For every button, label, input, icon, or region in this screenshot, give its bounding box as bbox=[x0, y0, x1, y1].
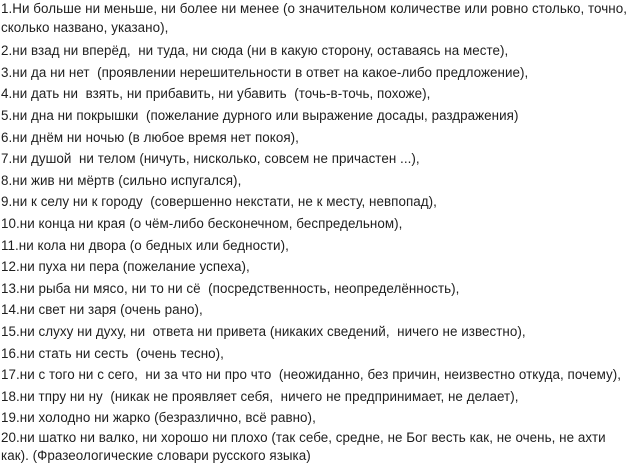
list-item: 4.ни дать ни взять, ни прибавить, ни убавить (точь-в-точь, похоже), bbox=[1, 86, 431, 102]
list-item: 3.ни да ни нет (проявлении нерешительности в ответ на какое-либо предложение), bbox=[1, 64, 529, 80]
list-item: 8.ни жив ни мёртв (сильно испугался), bbox=[1, 172, 242, 188]
list-item: 15.ни слуху ни духу, ни ответа ни привета (никаких сведений, ничего не известно), bbox=[1, 323, 526, 339]
list-item: 16.ни стать ни сесть (очень тесно), bbox=[1, 345, 224, 361]
phraseology-list bbox=[1, 0, 627, 469]
list-item: 6.ни днём ни ночью (в любое время нет покоя), bbox=[1, 129, 299, 145]
list-item: 2.ни взад ни вперёд, ни туда, ни сюда (ни в какую сторону, оставаясь на месте), bbox=[1, 43, 509, 59]
list-item: 13.ни рыба ни мясо, ни то ни сё (посредственность, неопределённость), bbox=[1, 280, 460, 296]
list-item: 1.Ни больше ни меньше, ни более ни менее (о значительном количестве или ровно столько, точно, сколько названо, указано), bbox=[1, 1, 627, 35]
list-item: 9.ни к селу ни к городу (совершенно некстати, не к месту, невпопад), bbox=[1, 194, 437, 210]
list-item: 14.ни свет ни заря (очень рано), bbox=[1, 302, 203, 318]
list-item: 17.ни с того ни с сего, ни за что ни про что (неожиданно, без причин, неизвестно откуда, почему), bbox=[1, 367, 621, 383]
list-item: 19.ни холодно ни жарко (безразлично, всё равно), bbox=[1, 410, 316, 426]
list-item: 20.ни шатко ни валко, ни хорошо ни плохо (так себе, средне, не Бог весть как, не очень, не ахти как). (Фразеологические словари русского языка) bbox=[1, 429, 610, 464]
list-item: 18.ни тпру ни ну (никак не проявляет себя, ничего не предпринимает, не делает), bbox=[1, 388, 519, 404]
list-item: 10.ни конца ни края (о чём-либо бесконечном, беспредельном), bbox=[1, 215, 403, 231]
list-item: 7.ни душой ни телом (ничуть, нисколько, совсем не причастен ...), bbox=[1, 151, 420, 167]
list-item: 12.ни пуха ни пера (пожелание успеха), bbox=[1, 259, 250, 275]
list-item: 5.ни дна ни покрышки (пожелание дурного или выражение досады, раздражения) bbox=[1, 107, 519, 123]
list-item: 11.ни кола ни двора (о бедных или бедности), bbox=[1, 237, 289, 253]
